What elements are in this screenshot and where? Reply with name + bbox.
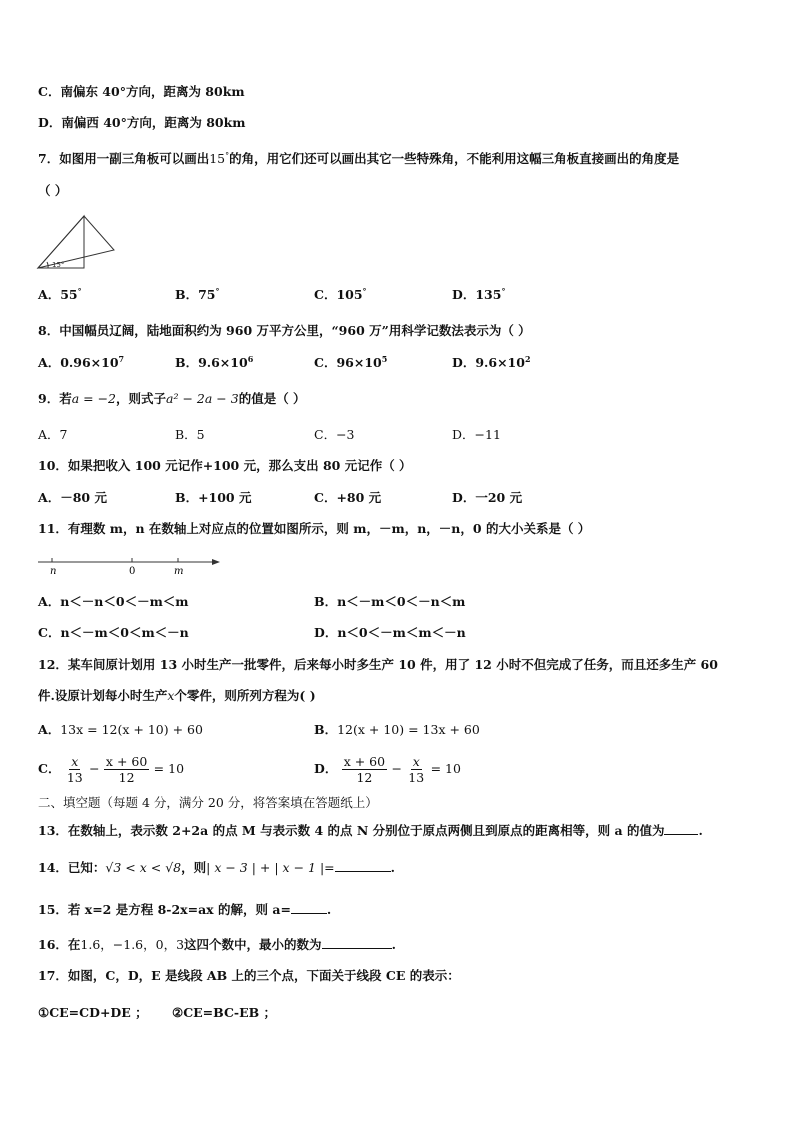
q8-stem: 8．中国幅员辽阔，陆地面积约为 960 万平方公里，“960 万”用科学记数法表示为（ ） bbox=[38, 323, 531, 338]
q13: 13．在数轴上，表示数 2+2a 的点 M 与表示数 4 的点 N 分别位于原点两侧且到原点的距离相等，则 a 的值为 . bbox=[38, 823, 703, 838]
q11-option-b: B．n＜－m＜0＜－n＜m bbox=[314, 594, 466, 609]
q12-option-a: A．13x = 12(x + 10) + 60 bbox=[38, 722, 203, 737]
q7-stem-b: 的角，用它们还可以画出其它一些特殊角，不能利用这幅三角板直接画出的角度是 bbox=[229, 151, 680, 166]
q12-variable: x bbox=[167, 688, 175, 703]
q7-option-b: B．75° bbox=[175, 286, 220, 302]
fraction: $\frac{x}{13}$ bbox=[408, 754, 425, 785]
q9-stem: 9．若a = −2，则式子a² − 2a − 3的值是（ ） bbox=[38, 391, 306, 406]
q14: 14．已知：√3 < x < √8，则| x − 3 | + | x − 1 |= . bbox=[38, 860, 395, 875]
q12-option-c: C． $\frac{x}{13}$ − $\frac{x + 60}{12}$ = 10 bbox=[38, 754, 185, 785]
q9-option-b: B．5 bbox=[175, 427, 205, 442]
q9-option-d: D．−11 bbox=[452, 427, 501, 442]
axis-label-n: n bbox=[50, 566, 57, 577]
answer-blank bbox=[664, 822, 698, 835]
q11-option-c: C．n＜－m＜0＜m＜－n bbox=[38, 625, 189, 640]
q7-stem-a: 7．如图用一副三角板可以画出 bbox=[38, 151, 210, 166]
q8-option-a: A．$0.96\times 10^7$ bbox=[38, 354, 125, 370]
answer-blank bbox=[291, 901, 327, 914]
q9-option-a: A．7 bbox=[38, 427, 68, 442]
q6-option-d: D．南偏西 40°方向，距离为 80km bbox=[38, 115, 246, 130]
q11-option-d: D．n＜0＜－m＜m＜－n bbox=[314, 625, 466, 640]
q12-option-a-equation: 13x = 12(x + 10) + 60 bbox=[60, 722, 203, 737]
q7-option-a: A．55° bbox=[38, 286, 82, 302]
answer-blank bbox=[322, 936, 392, 949]
q15: 15．若 x=2 是方程 8-2x=ax 的解，则 a= . bbox=[38, 902, 332, 917]
q11-number-line bbox=[36, 552, 226, 578]
q17-stem: 17．如图，C，D，E 是线段 AB 上的三个点，下面关于线段 CE 的表示： bbox=[38, 968, 460, 983]
q11-option-a: A．n＜－n＜0＜－m＜m bbox=[38, 594, 189, 609]
q10-stem: 10．如果把收入 100 元记作+100 元，那么支出 80 元记作（ ） bbox=[38, 458, 412, 473]
q10-option-a: A．－80 元 bbox=[38, 490, 107, 505]
axis-label-m: m bbox=[174, 566, 184, 577]
q10-option-d: D．一20 元 bbox=[452, 490, 523, 505]
answer-blank bbox=[335, 859, 391, 872]
q9-condition: a = −2 bbox=[71, 391, 117, 406]
q12-line2: 件.设原计划每小时生产x个零件，则所列方程为( ) bbox=[38, 688, 316, 703]
q16-numbers: 1.6，−1.6，0，3 bbox=[80, 937, 185, 952]
q7-angle: 15° bbox=[209, 151, 230, 166]
fraction: $\frac{x + 60}{12}$ bbox=[105, 754, 148, 785]
q12-line1: 12．某车间原计划用 13 小时生产一批零件，后来每小时多生产 10 件，用了 12 小时不但完成了任务，而且还多生产 60 bbox=[38, 657, 718, 672]
q12-option-b: B．12(x + 10) = 13x + 60 bbox=[314, 722, 480, 737]
q7-option-c: C．105° bbox=[314, 286, 367, 302]
q7-figure-label: 15° bbox=[52, 261, 65, 269]
q14-expression: | x − 3 | + | x − 1 |= bbox=[206, 860, 335, 875]
q7-stem bbox=[38, 151, 679, 167]
q8-option-b: B．$9.6\times 10^6$ bbox=[175, 354, 254, 370]
fraction: $\frac{x + 60}{12}$ bbox=[343, 754, 386, 785]
q12-option-b-equation: 12(x + 10) = 13x + 60 bbox=[337, 722, 480, 737]
axis-label-0: 0 bbox=[129, 566, 136, 577]
q11-stem: 11．有理数 m，n 在数轴上对应点的位置如图所示，则 m，－m，n，－n，0 的大小关系是（ ） bbox=[38, 521, 591, 536]
q10-option-c: C．+80 元 bbox=[314, 490, 382, 505]
q8-option-d: D．$9.6\times 10^2$ bbox=[452, 354, 531, 370]
q9-option-c: C．−3 bbox=[314, 427, 355, 442]
q12-option-d: D． $\frac{x + 60}{12}$ − $\frac{x}{13}$ = 10 bbox=[314, 754, 461, 785]
q14-condition: √3 < x < √8 bbox=[105, 860, 182, 875]
fraction: $\frac{x}{13}$ bbox=[66, 754, 83, 785]
q8-option-c: C．$96\times 10^5$ bbox=[314, 354, 388, 370]
section-heading: 二、填空题（每题 4 分，满分 20 分，将答案填在答题纸上） bbox=[38, 795, 378, 810]
q9-expression: a² − 2a − 3 bbox=[166, 391, 239, 406]
q16: 16．在1.6，−1.6，0，3这四个数中，最小的数为 . bbox=[38, 937, 396, 952]
q6-option-c: C．南偏东 40°方向，距离为 80km bbox=[38, 84, 245, 99]
q10-option-b: B．+100 元 bbox=[175, 490, 252, 505]
q17-option-1: ①CE=CD+DE ； bbox=[38, 1005, 148, 1020]
q7-paren: （ ） bbox=[38, 183, 68, 198]
q7-option-d: D．135° bbox=[452, 286, 506, 302]
q17-option-2: ②CE=BC-EB ； bbox=[172, 1005, 277, 1020]
triangle-45 bbox=[38, 216, 114, 268]
q7-triangle-figure bbox=[34, 212, 118, 272]
